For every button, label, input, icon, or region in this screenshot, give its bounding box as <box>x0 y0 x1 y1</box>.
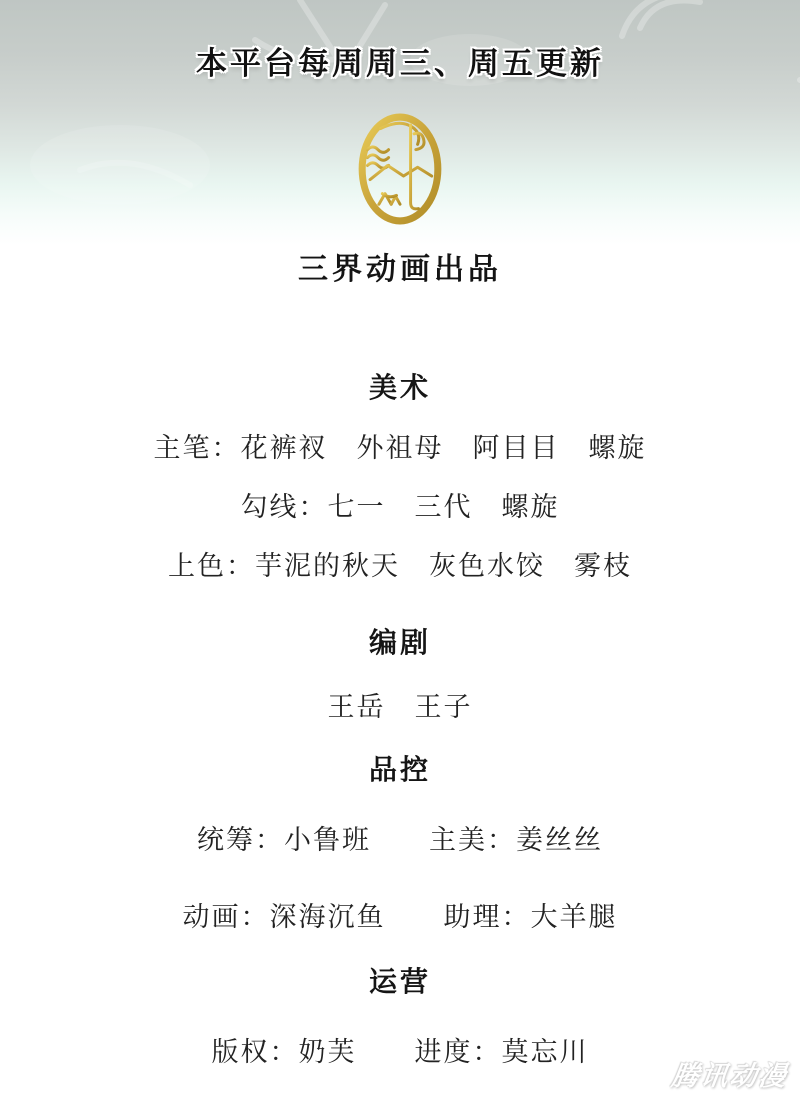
studio-name: 三界动画出品 <box>298 253 502 286</box>
section-title-quality: 品控 <box>368 754 431 785</box>
credit-line-copyright: 版权：奶芙 进度：莫忘川 <box>211 1037 589 1067</box>
section-title-operations: 运营 <box>368 966 431 997</box>
credit-line-main-artist: 主笔：花裤衩 外祖母 阿目目 螺旋 <box>153 433 647 463</box>
credits-section-operations <box>0 960 800 1069</box>
tencent-comics-watermark: 腾讯动漫 <box>669 1061 790 1091</box>
credit-line-animation: 动画：深海沉鱼 助理：大羊腿 <box>182 902 618 932</box>
credit-line-coordination: 统筹：小鲁班 主美：姜丝丝 <box>197 825 603 855</box>
credits-section-art <box>0 366 800 583</box>
section-title-writer: 编剧 <box>368 627 431 658</box>
credits-section-quality <box>0 748 800 934</box>
section-title-art: 美术 <box>368 372 431 403</box>
credit-line-coloring: 上色：芋泥的秋天 灰色水饺 雾枝 <box>168 551 632 581</box>
credits-list <box>0 366 800 1069</box>
credit-line-lineart: 勾线：七一 三代 螺旋 <box>240 492 560 522</box>
credits-section-writer <box>0 621 800 724</box>
credit-line-writers: 王岳 王子 <box>327 692 473 722</box>
update-notice: 本平台每周周三、周五更新 <box>196 46 604 81</box>
studio-seal-icon <box>356 109 444 229</box>
